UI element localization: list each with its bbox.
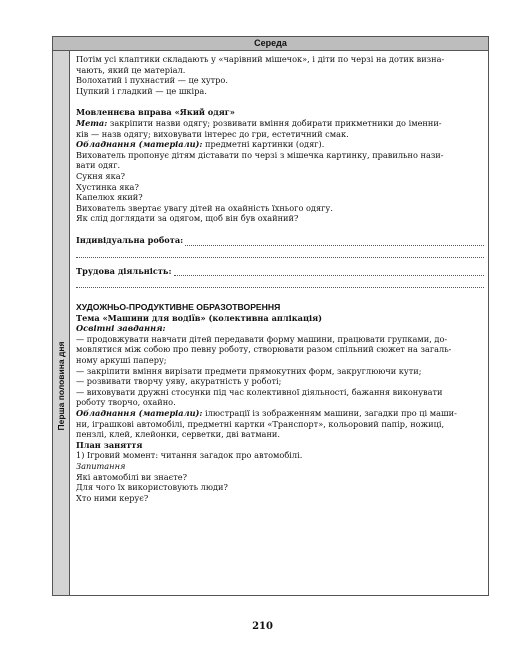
exercise-title: Мовленнєва вправа «Який одяг» [76, 107, 235, 118]
equipment-text: ілюстрації із зображенням машини, загадки про ці маши- [202, 408, 457, 419]
exercise-line: Вихователь звертає увагу дітей на охайність їхнього одягу. [76, 202, 333, 213]
task-line: — виховувати дружні стосунки під час колективної діяльності, бажання виконувати [76, 386, 443, 397]
page-number: 210 [252, 621, 273, 632]
task-line: — розвивати творчу уяву, акуратність у роботі; [76, 376, 282, 387]
question-line: Які автомобілі ви знаєте? [76, 471, 187, 482]
labor-blank[interactable] [76, 276, 484, 288]
goal-text: закріпити назви одягу; розвивати вміння добирати прикметники до іменни- [107, 117, 442, 128]
individual-work-blank[interactable] [76, 246, 484, 258]
content-cell [76, 54, 484, 503]
exercise-goal [76, 118, 484, 129]
exercise-line: вати одяг. [76, 160, 121, 171]
section-title: ХУДОЖНЬО-ПРОДУКТИВНЕ ОБРАЗОТВОРЕННЯ [76, 302, 281, 313]
labor-label: Трудова діяльність: [76, 265, 172, 276]
plan-item: 1) Ігровий момент: читання загадок про автомобілі. [76, 450, 303, 461]
question-line: Хто ними керує? [76, 492, 149, 503]
exercise-line: Як слід доглядати за одягом, щоб він був охайний? [76, 213, 299, 224]
side-label: Перша половина дня [56, 341, 66, 431]
tasks-label: Освітні завдання: [76, 323, 166, 334]
task-line: — продовжувати навчати дітей передавати форму машини, працювати групками, до- [76, 333, 448, 344]
intro-line: Цупкий і гладкий — це шкіра. [76, 85, 207, 96]
equipment-text: предметні картинки (одяг). [202, 139, 325, 150]
intro-line: Волохатий і пухнастий — це хутро. [76, 75, 228, 86]
goal-label: Мета: [76, 117, 108, 128]
lesson-topic: Тема «Машини для водіїв» (колективна аплікація) [76, 312, 323, 323]
questions-label: Запитання [76, 461, 126, 471]
individual-work-line[interactable] [76, 235, 484, 246]
exercise-goal-cont: ків — назв одягу; виховувати інтерес до гри, естетичний смак. [76, 128, 349, 139]
intro-line: Потім усі клаптики складають у «чарівний мішечок», і діти по черзі на дотик визна- [76, 54, 445, 64]
task-line: мовлятися між собою про певну роботу, створювати разом спільний сюжет на загаль- [76, 344, 452, 355]
day-header: Середа [53, 37, 488, 51]
task-line: роботу творчо, охайно. [76, 397, 176, 408]
question-line: Для чого їх використовують люди? [76, 482, 228, 493]
plan-title: План заняття [76, 439, 143, 450]
individual-work-label: Індивідуальна робота: [76, 234, 184, 245]
exercise-line: Хустинка яка? [76, 181, 139, 192]
planning-table [52, 36, 489, 596]
art-equipment [76, 408, 484, 419]
equipment-label: Обладнання (матеріали): [76, 408, 203, 419]
task-line: — закріпити вміння вирізати предмети прямокутних форм, закруглюючи кути; [76, 365, 422, 376]
exercise-line: Капелюх який? [76, 192, 143, 203]
intro-line: чають, який це матеріал. [76, 64, 186, 75]
labor-line[interactable] [76, 266, 484, 277]
task-line: ному аркуші паперу; [76, 355, 167, 366]
exercise-line: Вихователь пропонує дітям діставати по черзі з мішечка картинку, правильно нази- [76, 149, 444, 160]
exercise-equipment [76, 139, 484, 150]
equipment-line: ни, іграшкові автомобілі, предметні картки «Транспорт», кольоровий папір, ножиці, [76, 418, 445, 429]
equipment-label: Обладнання (матеріали): [76, 139, 203, 150]
exercise-line: Сукня яка? [76, 170, 125, 181]
equipment-line: пензлі, клей, клейонки, серветки, дві ватмани. [76, 429, 280, 440]
side-column [53, 51, 70, 595]
